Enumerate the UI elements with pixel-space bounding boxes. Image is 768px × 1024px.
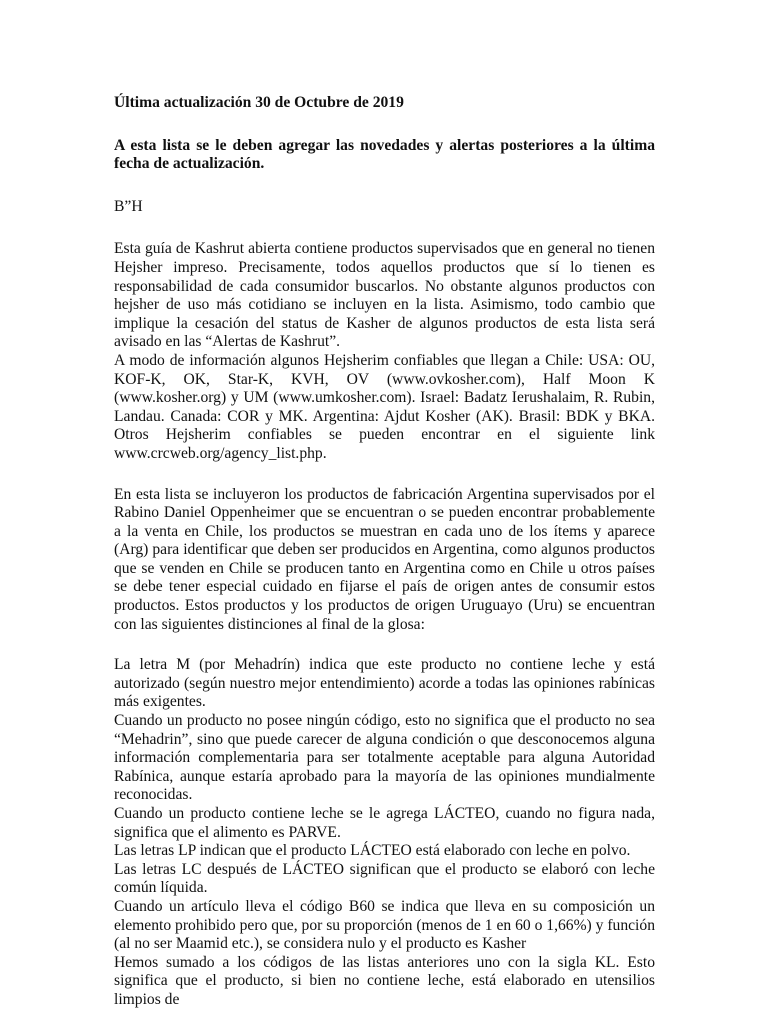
mehadrin-code-paragraph: La letra M (por Mehadrín) indica que este producto no contiene leche y está autorizado (según nuestro mejor entendimiento) acorde a todas las opiniones rabínicas más exigentes. (114, 656, 655, 711)
no-code-paragraph: Cuando un producto no posee ningún código, esto no significa que el producto no sea “Mehadrin”, sino que puede carecer de alguna condición o que desconocemos alguna información complementaria para ser totalmente aceptable para alguna Autoridad Rabínica, aunque estaría aprobado para la mayoría de las opiniones mundialmente reconocidas. (114, 712, 655, 804)
lc-code-paragraph: Las letras LC después de LÁCTEO significan que el producto se elaboró con leche común líquida. (114, 860, 655, 897)
update-notice: A esta lista se le deben agregar las novedades y alertas posteriores a la última fecha de actualización. (114, 136, 655, 173)
lp-code-paragraph: Las letras LP indican que el producto LÁCTEO está elaborado con leche en polvo. (114, 842, 631, 860)
bh-heading: B”H (114, 197, 143, 215)
argentina-products-paragraph: En esta lista se incluyeron los productos de fabricación Argentina supervisados por el Rabino Daniel Oppenheimer que se encuentran o se pueden encontrar probablemente a la venta en Chile, los productos se muestran en cada uno de los ítems y aparece (Arg) para identificar que deben ser producidos en Argentina, como algunos productos que se venden en Chile se producen tanto en Argentina como en Chile u otros países se debe tener especial cuidado en fijarse el país de origen antes de consumir estos productos. Estos productos y los productos de origen Uruguayo (Uru) se encuentran con las siguientes distinciones al final de la glosa: (114, 485, 655, 633)
kl-code-paragraph: Hemos sumado a los códigos de las listas anteriores uno con la sigla KL. Esto significa que el producto, si bien no contiene leche, está elaborado en utensilios limpios de (114, 953, 655, 1008)
last-updated-line: Última actualización 30 de Octubre de 2019 (114, 94, 404, 111)
b60-code-paragraph: Cuando un artículo lleva el código B60 se indica que lleva en su composición un elemento prohibido pero que, por su proporción (menos de 1 en 60 o 1,66%) y función (al no ser Maamid etc.), se considera nulo y el producto es Kasher (114, 897, 655, 953)
document-body (114, 94, 655, 1010)
hejsherim-paragraph: A modo de información algunos Hejsherim confiables que llegan a Chile: USA: OU, KOF-K, OK, Star-K, KVH, OV (www.ovkosher.com), Half Moon K (www.kosher.org) y UM (www.umkosher.com). Israel: Badatz Ierushalaim, R. Rubin, Landau. Canada: COR y MK. Argentina: Ajdut Kosher (AK). Brasil: BDK y BKA. Otros Hejsherim confiables se pueden encontrar en el siguiente link www.crcweb.org/agency_list.php. (114, 351, 655, 462)
intro-paragraph: Esta guía de Kashrut abierta contiene productos supervisados que en general no tienen Hejsher impreso. Precisamente, todos aquellos productos que sí lo tienen es responsabilidad de cada consumidor buscarlos. No obstante algunos productos con hejsher de uso más cotidiano se incluyen en la lista. Asimismo, todo cambio que implique la cesación del status de Kasher de algunos productos de esta lista será avisado en las “Alertas de Kashrut”. (114, 240, 655, 351)
lacteo-paragraph: Cuando un producto contiene leche se le agrega LÁCTEO, cuando no figura nada, significa que el alimento es PARVE. (114, 805, 655, 841)
